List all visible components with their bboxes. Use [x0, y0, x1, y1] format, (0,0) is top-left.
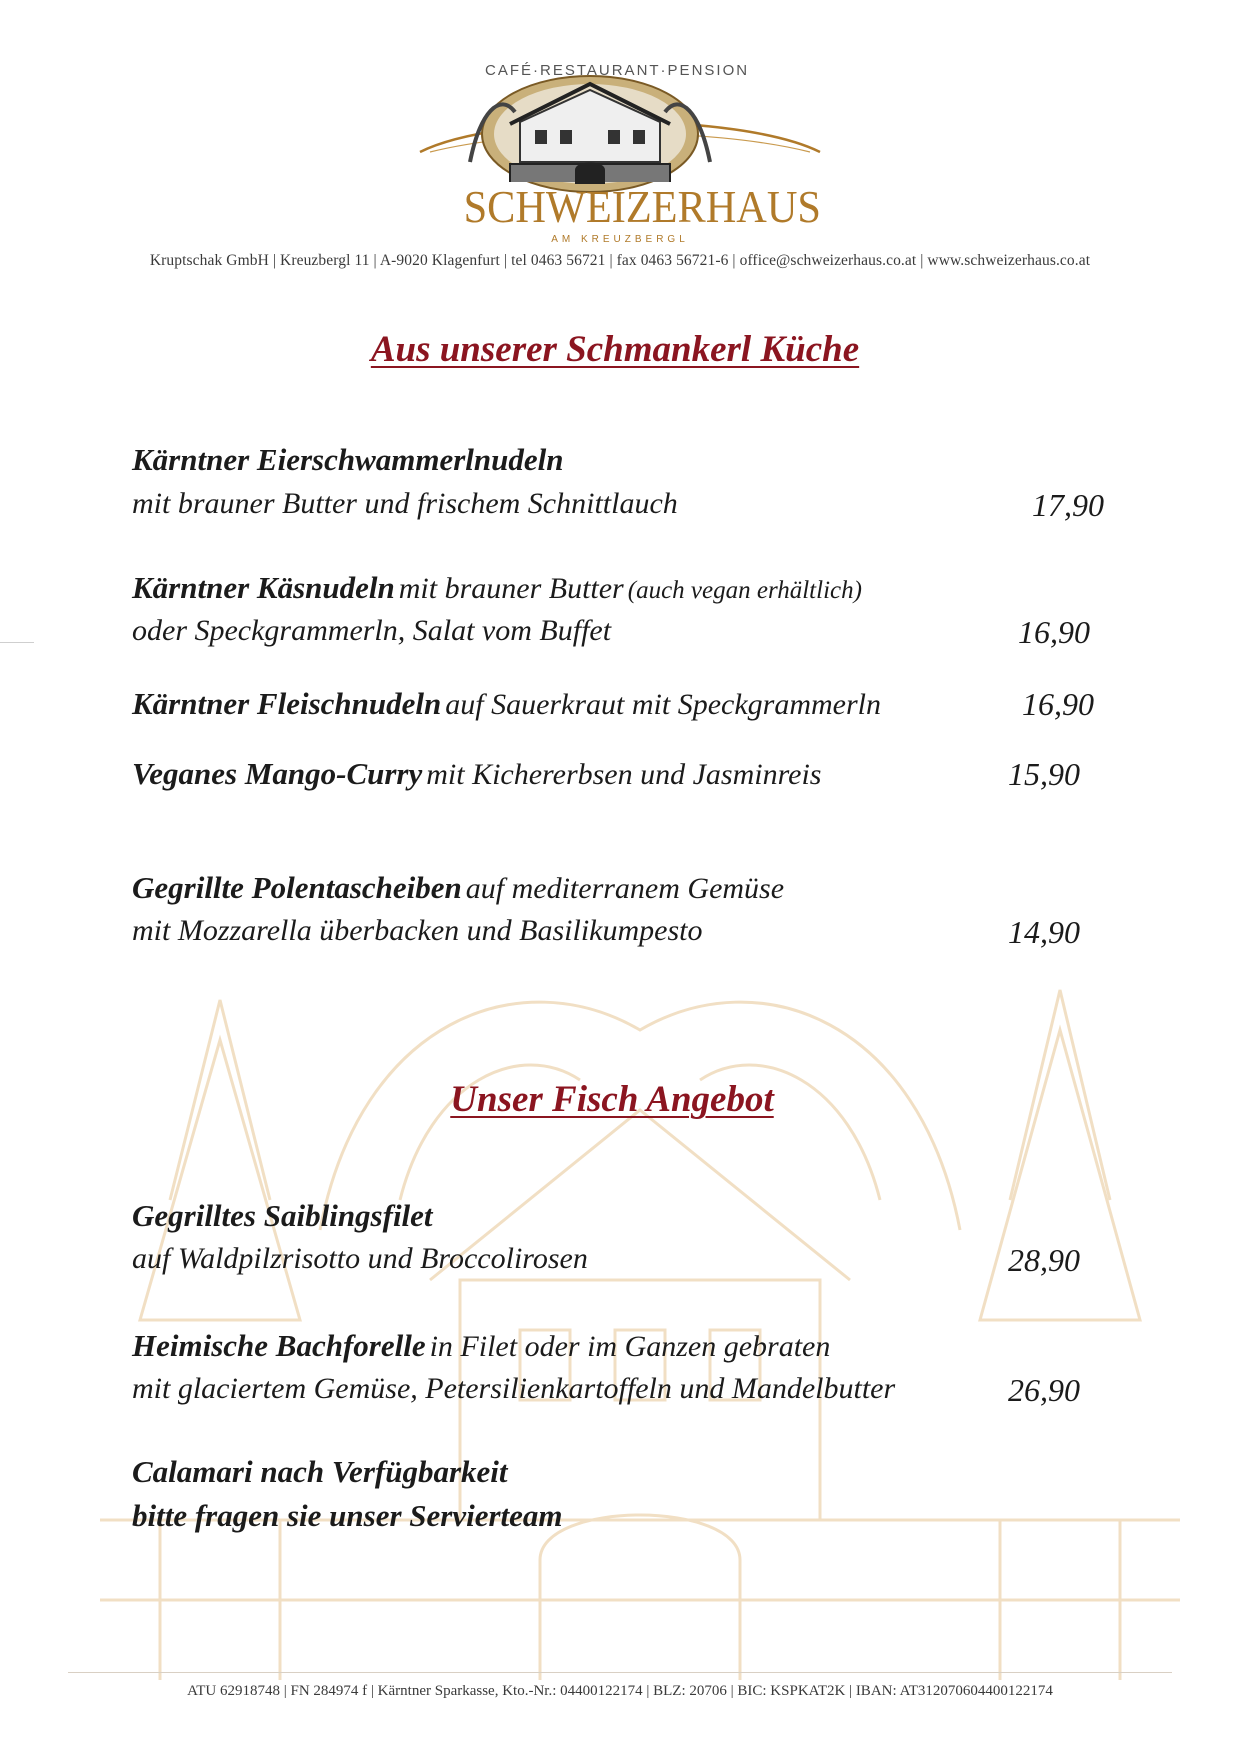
menu-item-title: [132, 1454, 508, 1490]
menu-item-title-2: [132, 1498, 563, 1534]
section-heading-schmankerl: Aus unserer Schmankerl Küche: [370, 329, 860, 370]
footer-divider: [68, 1672, 1172, 1673]
dish-description-2: mit Mozzarella überbacken und Basilikumpesto: [132, 914, 703, 947]
dish-price: 15,90: [1008, 756, 1080, 792]
menu-item-desc: [132, 914, 702, 948]
menu-item-title: [132, 1198, 433, 1234]
brand-name: SCHWEIZERHAUS: [463, 181, 821, 232]
menu-item-desc: [132, 1372, 895, 1406]
dish-description: mit brauner Butter: [398, 572, 624, 605]
footer-bank-details: ATU 62918748 | FN 284974 f | Kärntner Sparkasse, Kto.-Nr.: 04400122174 | BLZ: 20706 | BIC: KSPKAT2K | IBAN: AT312070604400122174: [187, 1683, 1053, 1699]
section-heading-fisch: Unser Fisch Angebot: [450, 1079, 774, 1120]
contact-line: Kruptschak GmbH | Kreuzbergl 11 | A-9020 Klagenfurt | tel 0463 56721 | fax 0463 56721-6 | office@schweizerhaus.co.at | www.schweizerhaus.co.at: [149, 252, 1091, 269]
dish-description: auf mediterranem Gemüse: [465, 872, 785, 905]
dish-title-2: bitte fragen sie unser Servierteam: [132, 1498, 563, 1533]
dish-price: 14,90: [1008, 914, 1080, 950]
dish-price: 16,90: [1022, 686, 1094, 722]
menu-item-title: [132, 686, 881, 722]
dish-description: mit Kichererbsen und Jasminreis: [426, 758, 822, 791]
menu-item-title: [132, 1328, 830, 1364]
dish-note: (auch vegan erhältlich): [627, 577, 862, 604]
dish-description: auf Waldpilzrisotto und Broccolirosen: [132, 1242, 588, 1275]
logo-arc-text: CAFÉ·RESTAURANT·PENSION: [485, 62, 750, 79]
dish-title: Calamari nach Verfügbarkeit: [132, 1454, 508, 1489]
dish-description: auf Sauerkraut mit Speckgrammerln: [445, 688, 881, 721]
brand-subtitle: AM KREUZBERGL: [551, 234, 689, 245]
dish-description-2: mit glaciertem Gemüse, Petersilienkartoffeln und Mandelbutter: [132, 1372, 896, 1405]
dish-price: 17,90: [1032, 487, 1104, 523]
dish-title: Gegrilltes Saiblingsfilet: [132, 1198, 433, 1233]
dish-title: Gegrillte Polentascheiben: [132, 870, 462, 905]
menu-item-desc: [132, 614, 611, 648]
margin-mark: [0, 642, 34, 643]
dish-price: 16,90: [1018, 614, 1090, 650]
dish-price: 28,90: [1008, 1242, 1080, 1278]
dish-price: 26,90: [1008, 1372, 1080, 1408]
dish-description-2: oder Speckgrammerln, Salat vom Buffet: [132, 614, 612, 647]
dish-description: mit brauner Butter und frischem Schnittlauch: [132, 487, 678, 520]
dish-title: Veganes Mango-Curry: [132, 756, 423, 791]
menu-item-title: [132, 442, 564, 478]
dish-title: Heimische Bachforelle: [132, 1328, 426, 1363]
menu-item-desc: [132, 1242, 588, 1276]
menu-item-title: [132, 870, 784, 906]
menu-item-title: [132, 756, 821, 792]
dish-title: Kärntner Eierschwammerlnudeln: [132, 442, 564, 477]
dish-title: Kärntner Käsnudeln: [132, 570, 395, 605]
menu-item-desc: [132, 487, 678, 521]
dish-title: Kärntner Fleischnudeln: [132, 686, 442, 721]
house-watermark-illustration: [100, 900, 1180, 1680]
menu-item-title: [132, 570, 862, 606]
dish-description: in Filet oder im Ganzen gebraten: [429, 1330, 831, 1363]
